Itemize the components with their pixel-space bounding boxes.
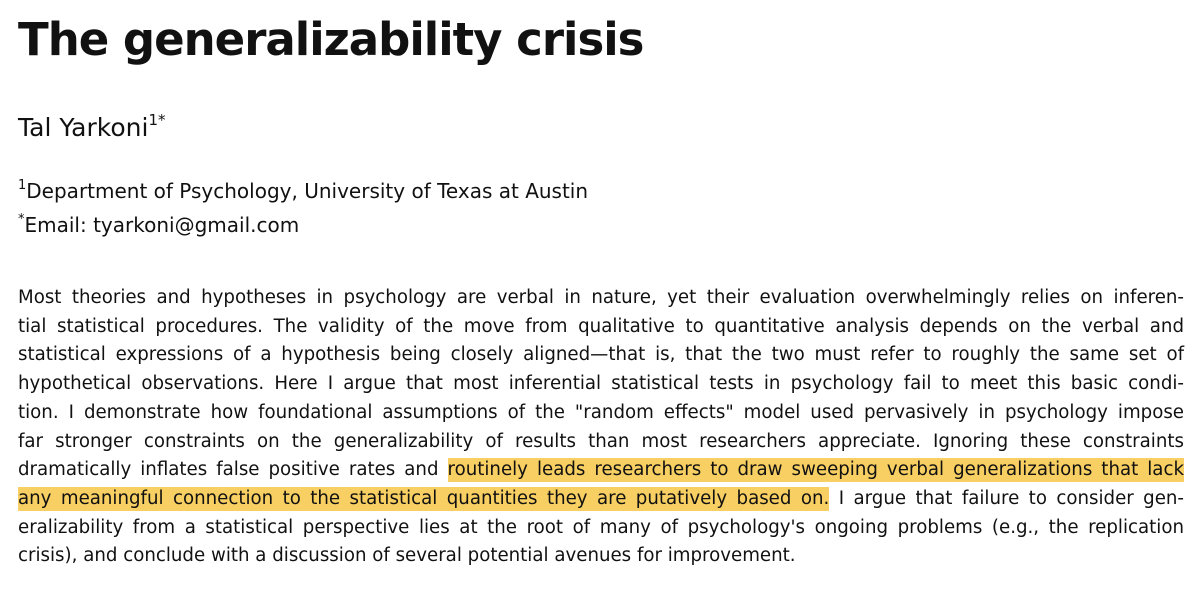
highlighted-text: any meaningful connection to the statistical quantities they are putatively based on. xyxy=(18,487,830,509)
author-line xyxy=(18,110,166,146)
affiliation-line xyxy=(18,174,588,208)
highlighted-text: routinely leads researchers to draw sweeping verbal generalizations that lack xyxy=(447,459,1184,481)
abstract-line: statistical expressions of a hypothesis being closely aligned—that is, that the two must refer to roughly the same set of xyxy=(18,344,1184,366)
abstract-line: hypothetical observations. Here I argue that most inferential statistical tests in psychology fail to meet this basic condi- xyxy=(18,373,1184,395)
abstract-text: dramatically inflates false positive rates and xyxy=(18,459,448,481)
abstract-line: crisis), and conclude with a discussion of several potential avenues for improvement. xyxy=(18,545,796,567)
abstract-line: tion. I demonstrate how foundational assumptions of the "random effects" model used pervasively in psychology impose xyxy=(18,401,1184,423)
abstract-line: eralizability from a statistical perspective lies at the root of many of psychology's ongoing problems (e.g., the replication xyxy=(18,516,1184,538)
abstract-line: tial statistical procedures. The validity of the move from qualitative to quantitative analysis depends on the verbal and xyxy=(18,315,1184,337)
abstract-line: Most theories and hypotheses in psychology are verbal in nature, yet their evaluation overwhelmingly relies on inferen- xyxy=(18,287,1184,308)
abstract-line: far stronger constraints on the generalizability of results than most researchers appreciate. Ignoring these constraints xyxy=(18,430,1184,452)
abstract-line xyxy=(18,485,1184,514)
affiliation-text: Department of Psychology, University of Texas at Austin xyxy=(26,179,589,203)
abstract-text: I argue that failure to consider gen- xyxy=(829,487,1184,509)
author-name: Tal Yarkoni xyxy=(18,113,149,142)
paper-title: The generalizability crisis xyxy=(18,13,644,66)
affiliations xyxy=(18,174,588,242)
abstract-line xyxy=(18,456,1184,485)
author-superscript: 1* xyxy=(148,111,166,129)
email-marker: * xyxy=(18,212,25,227)
affiliation-marker: 1 xyxy=(18,178,27,193)
email-line xyxy=(18,208,588,242)
abstract xyxy=(18,284,1184,571)
email-text: Email: tyarkoni@gmail.com xyxy=(24,213,300,237)
